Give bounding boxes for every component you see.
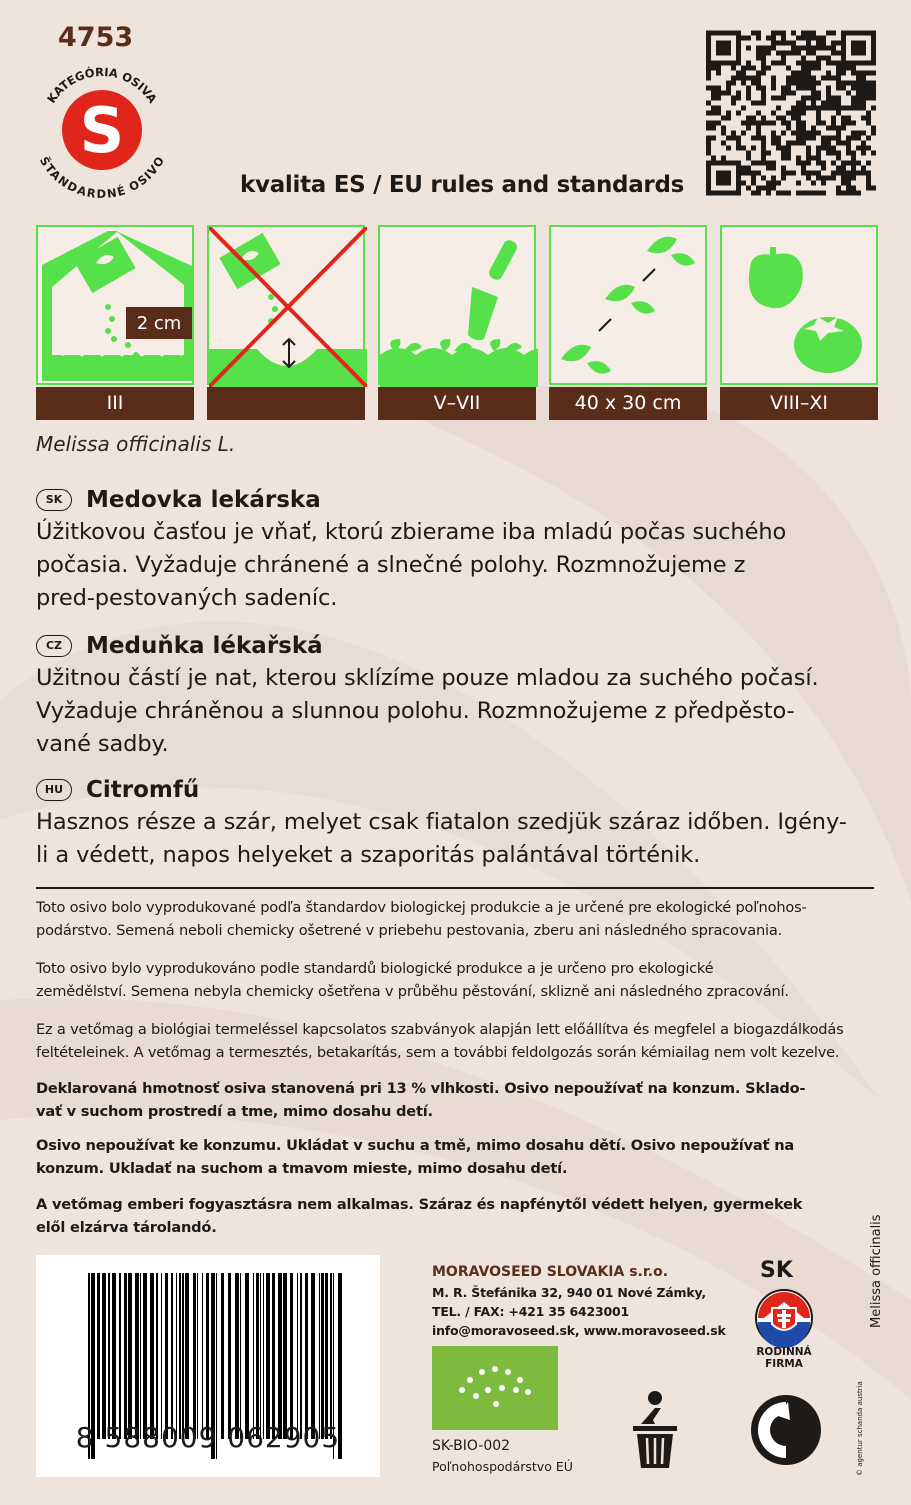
warning-sk <box>36 1077 881 1123</box>
warning-line: vať v suchom prostredí a tme, mimo dosahu detí. <box>36 1103 433 1120</box>
green-dot-recycle-icon <box>750 1394 822 1466</box>
family-line2: FIRMA <box>765 1358 803 1370</box>
warning-hu <box>36 1193 881 1239</box>
company-web: info@moravoseed.sk, www.moravoseed.sk <box>432 1323 726 1338</box>
note-line: Toto osivo bolo vyprodukované podľa štandardov biologickej produkcie a je určené pre ekologické poľnohos- <box>36 899 807 916</box>
lang-line: Vyžaduje chráněnou a slunnou polohu. Rozmnožujeme z předpěsto- <box>36 698 795 724</box>
seed-category-badge <box>32 60 172 200</box>
note-line: podárstvo. Semená neboli chemicky ošetrené v priebehu pestovania, zberu ani následného spracovania. <box>36 922 783 939</box>
badge-letter: S <box>79 94 125 167</box>
harvest-vegetables-icon <box>720 225 878 385</box>
lang-block-cz <box>36 630 886 761</box>
organic-note-cz <box>36 957 881 1003</box>
tile-label: V–VII <box>378 387 536 420</box>
warning-line: elől elzárva tárolandó. <box>36 1219 217 1236</box>
tile-spacing <box>549 225 707 420</box>
warning-line: Osivo nepoužívat ke konzumu. Ukládat v suchu a tmě, mimo dosahu dětí. Osivo nepoužívať na <box>36 1137 795 1154</box>
barcode-number: 8 588009 062905 <box>75 1421 341 1454</box>
lang-line: vané sadby. <box>36 731 169 757</box>
warning-line: Deklarovaná hmotnosť osiva stanovená pri 13 % vlhkosti. Osivo nepoužívať na konzum. Sklado- <box>36 1080 806 1097</box>
company-phone: TEL. / FAX: +421 35 6423001 <box>432 1304 629 1319</box>
lang-title: Medovka lekárska <box>86 487 321 513</box>
lang-badge: CZ <box>36 635 72 657</box>
badge-top-text: KATEGÓRIA OSIVA <box>44 64 160 106</box>
organic-note-sk <box>36 896 881 942</box>
side-credit: © agentur schanda austria <box>856 1381 864 1476</box>
bio-code: SK-BIO-002 <box>432 1438 511 1454</box>
lang-badge: HU <box>36 779 72 801</box>
company-address: M. R. Štefánika 32, 940 01 Nové Zámky, <box>432 1285 706 1300</box>
note-line: Ez a vetőmag a biológiai termeléssel kapcsolatos szabványok alapján lett előállítva és megfelel a biogazdálkodás <box>36 1021 844 1038</box>
no-direct-sowing-icon <box>207 225 365 385</box>
family-line1: RODINNÁ <box>756 1346 812 1358</box>
lang-block-hu <box>36 774 886 872</box>
warning-cz <box>36 1134 881 1180</box>
tile-no-direct-sowing <box>207 225 365 420</box>
note-line: Toto osivo bylo vyprodukováno podle standardů biologické produkce a je určeno pro ekologické <box>36 960 714 977</box>
lang-block-sk <box>36 484 886 615</box>
lang-line: Úžitkovou časťou je vňať, ktorú zbierame iba mladú počas suchého <box>36 519 787 545</box>
side-product: Melissa officinalis <box>869 1214 884 1328</box>
lang-line: li a védett, napos helyeket a szaporitás palántával történik. <box>36 842 701 868</box>
organic-note-hu <box>36 1018 881 1064</box>
lang-line: Hasznos része a szár, melyet csak fiatalon szedjük száraz időben. Igény- <box>36 809 847 835</box>
family-company-label <box>748 1346 820 1370</box>
tile-label <box>207 387 365 420</box>
quality-standard: kvalita ES / EU rules and standards <box>240 172 685 198</box>
litter-bin-icon <box>625 1390 685 1470</box>
slovak-emblem-icon <box>754 1288 814 1348</box>
note-line: feltételeinek. A vetőmag a termesztés, betakarítás, sem a további feldolgozás során kémiailag nem volt kezelve. <box>36 1044 840 1061</box>
warning-line: konzum. Ukladať na suchom a tmavom mieste, mimo dosahu detí. <box>36 1160 568 1177</box>
trowel-planting-icon <box>378 225 536 385</box>
tile-label: 40 x 30 cm <box>549 387 707 420</box>
note-line: zemědělství. Semena nebyla chemicky ošetřena v průběhu pěstování, sklizně ani následného zpracování. <box>36 983 789 1000</box>
tile-label: VIII–XI <box>720 387 878 420</box>
lang-line: pred-pestovaných sadeníc. <box>36 585 338 611</box>
sowing-greenhouse-icon <box>36 225 194 385</box>
tile-sowing <box>36 225 194 420</box>
badge-bottom-text: ŠTANDARDNÉ OSIVO <box>36 154 168 200</box>
plant-spacing-icon <box>549 225 707 385</box>
lang-badge: SK <box>36 489 72 511</box>
lang-title: Citromfű <box>86 777 200 803</box>
lang-line: počasia. Vyžaduje chránené a slnečné polohy. Rozmnožujeme z <box>36 552 746 578</box>
company-name: MORAVOSEED SLOVAKIA s.r.o. <box>432 1264 669 1280</box>
warning-line: A vetőmag emberi fogyasztásra nem alkalmas. Száraz és napfénytől védett helyen, gyermekek <box>36 1196 803 1213</box>
sowing-depth: 2 cm <box>136 313 182 334</box>
product-code: 4753 <box>58 22 134 53</box>
tile-planting <box>378 225 536 420</box>
tile-label: III <box>36 387 194 420</box>
bio-label: Poľnohospodárstvo EÚ <box>432 1459 573 1474</box>
divider <box>36 887 874 889</box>
tile-harvest <box>720 225 878 420</box>
latin-name: Melissa officinalis L. <box>36 432 236 456</box>
side-credits <box>850 1200 890 1490</box>
lang-line: Užitnou částí je nat, kterou sklízíme pouze mladou za suchého počasí. <box>36 665 819 691</box>
country-label: SK <box>760 1258 793 1283</box>
eu-organic-logo <box>432 1346 558 1430</box>
lang-title: Meduňka lékařská <box>86 633 323 659</box>
qr-code[interactable] <box>706 30 876 196</box>
